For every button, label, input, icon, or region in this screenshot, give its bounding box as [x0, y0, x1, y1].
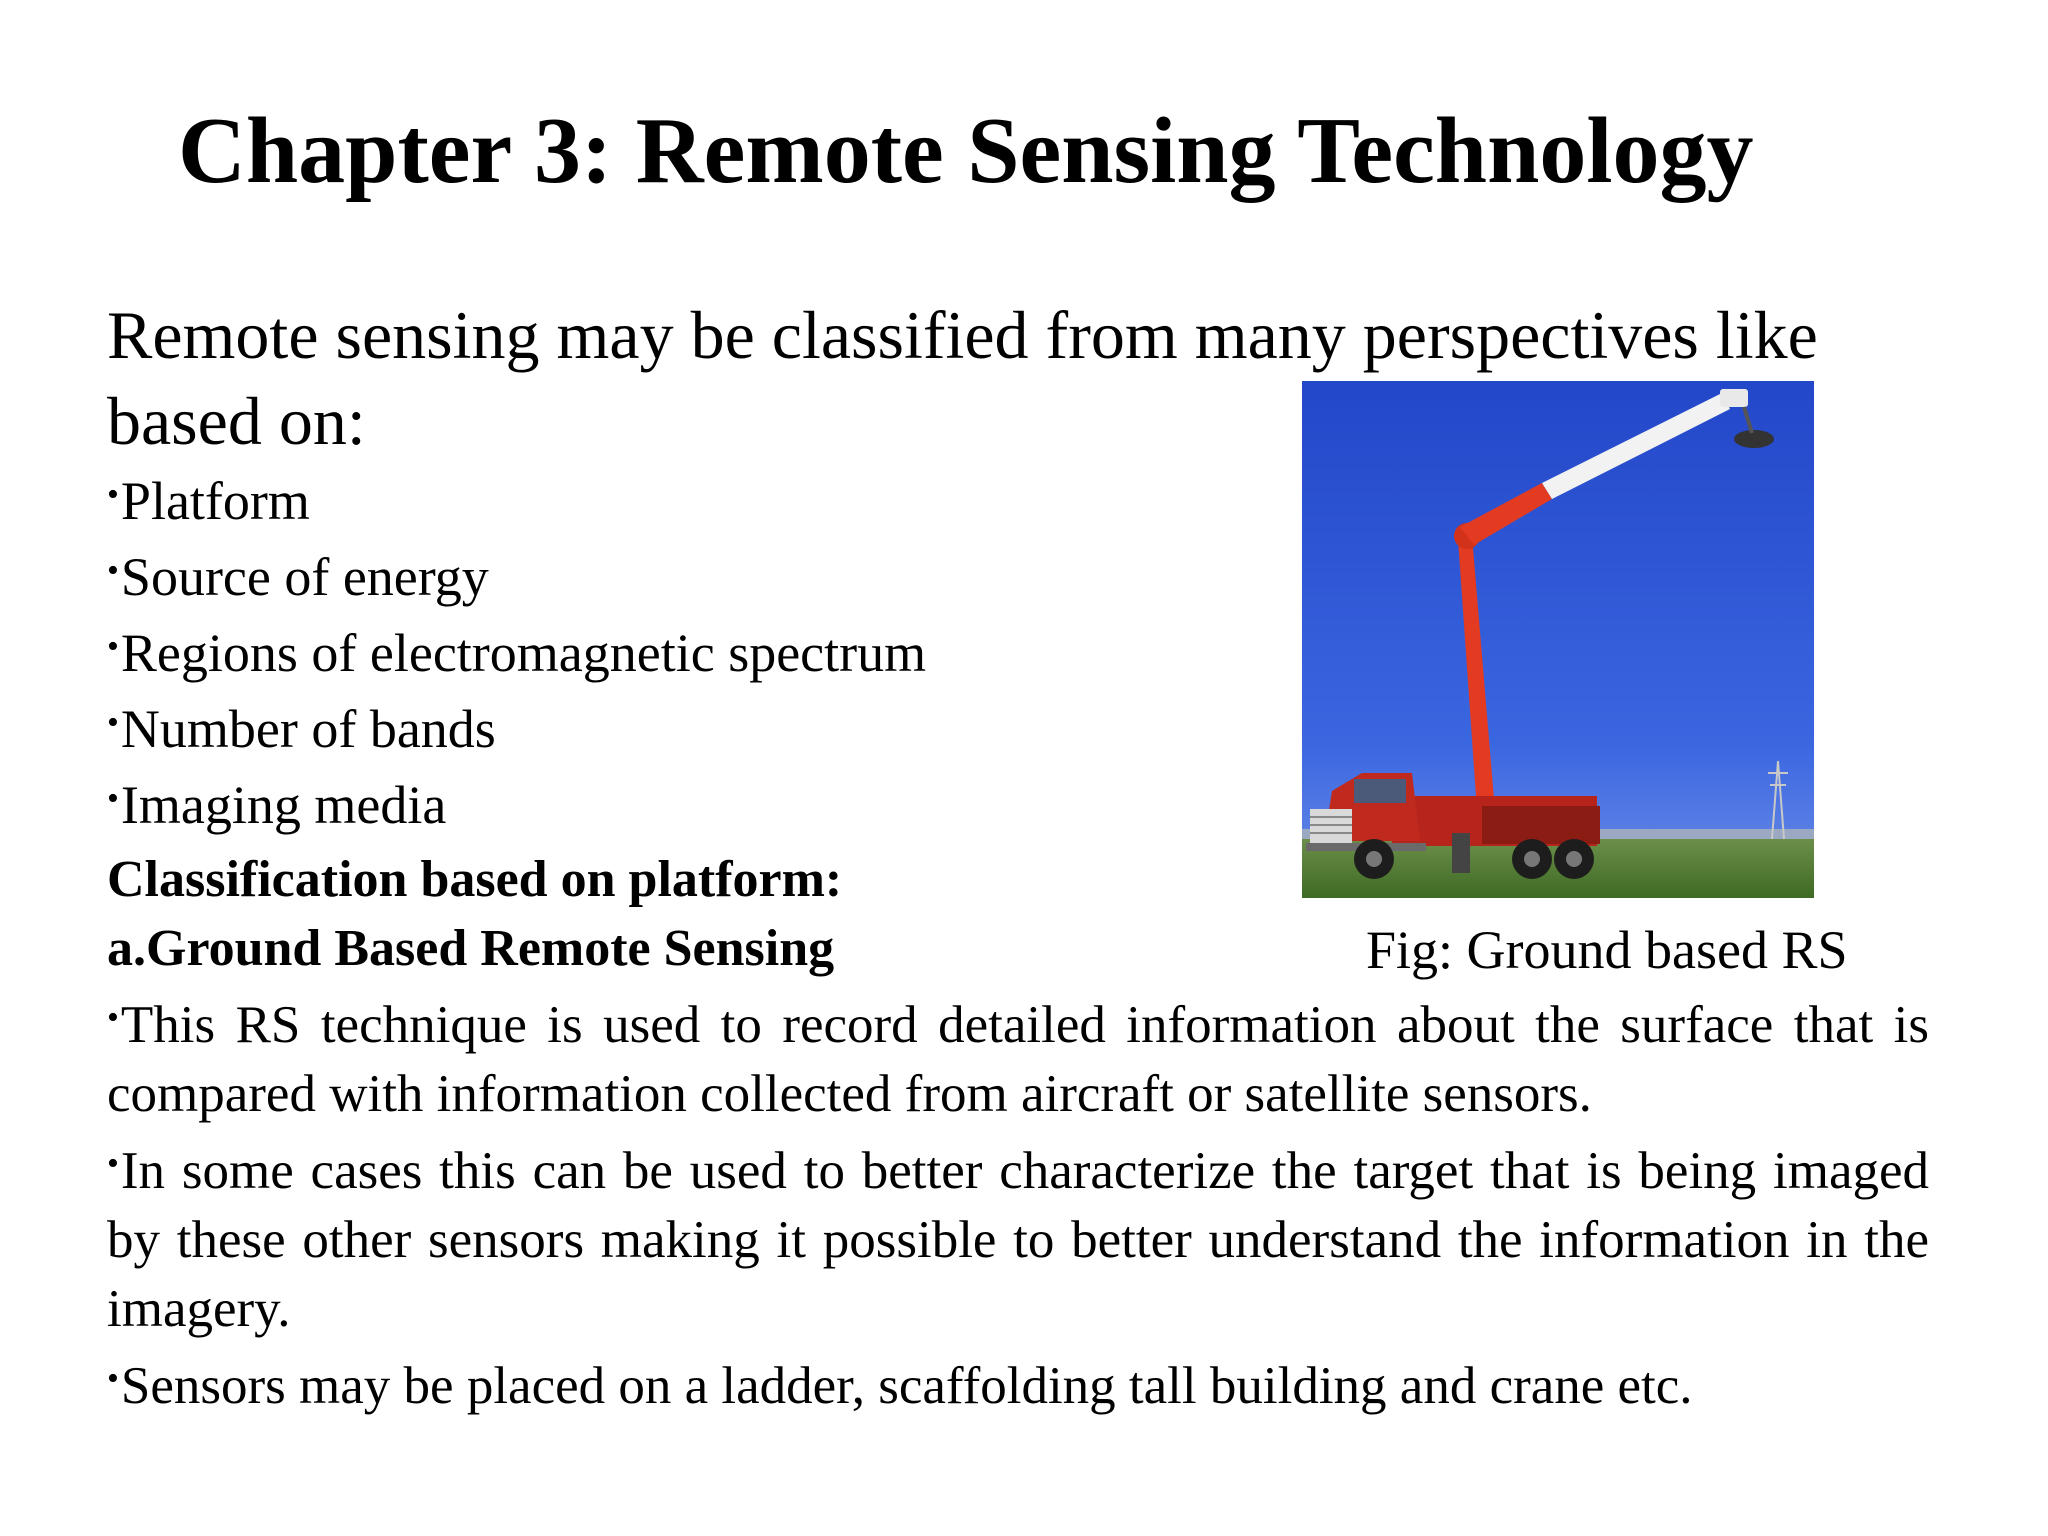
list-item-label: Number of bands: [120, 699, 496, 759]
paragraph: [107, 1344, 1929, 1421]
list-item-label: Platform: [120, 471, 310, 531]
list-item: [107, 764, 926, 840]
description-paragraphs: [107, 983, 1929, 1421]
bullet-icon: •: [107, 1360, 119, 1397]
list-item-label: Imaging media: [120, 775, 447, 835]
bullet-icon: •: [107, 628, 119, 665]
list-item-label: Regions of electromagnetic spectrum: [120, 623, 927, 683]
intro-text: Remote sensing may be classified from many perspectives like based on:: [107, 297, 1818, 459]
slide-title: Chapter 3: Remote Sensing Technology: [178, 99, 1754, 203]
list-item: [107, 612, 926, 688]
bullet-icon: •: [107, 780, 119, 817]
paragraph-text: In some cases this can be used to better characterize the target that is being imaged by these other sensors making it possible to better understand the information in the imagery.: [107, 1142, 1929, 1338]
crane-truck-photo: [1302, 381, 1814, 898]
bullet-icon: •: [107, 1145, 119, 1182]
list-item: [107, 460, 926, 536]
bullet-icon: •: [107, 999, 119, 1036]
paragraph: [107, 1129, 1929, 1344]
list-item-label: Source of energy: [120, 547, 489, 607]
figure-caption: Fig: Ground based RS: [1366, 920, 1848, 980]
paragraph: [107, 983, 1929, 1129]
classification-heading: Classification based on platform:: [107, 851, 843, 908]
bullet-icon: •: [107, 704, 119, 741]
ground-based-heading: a.Ground Based Remote Sensing: [107, 920, 835, 977]
list-item: [107, 536, 926, 612]
paragraph-text: Sensors may be placed on a ladder, scaffolding tall building and crane etc.: [120, 1357, 1693, 1415]
list-item: [107, 688, 926, 764]
paragraph-text: This RS technique is used to record detailed information about the surface that is compared with information collected from aircraft or satellite sensors.: [107, 996, 1929, 1123]
bullet-icon: •: [107, 552, 119, 589]
bullet-icon: •: [107, 476, 119, 513]
classification-criteria-list: [107, 460, 926, 840]
